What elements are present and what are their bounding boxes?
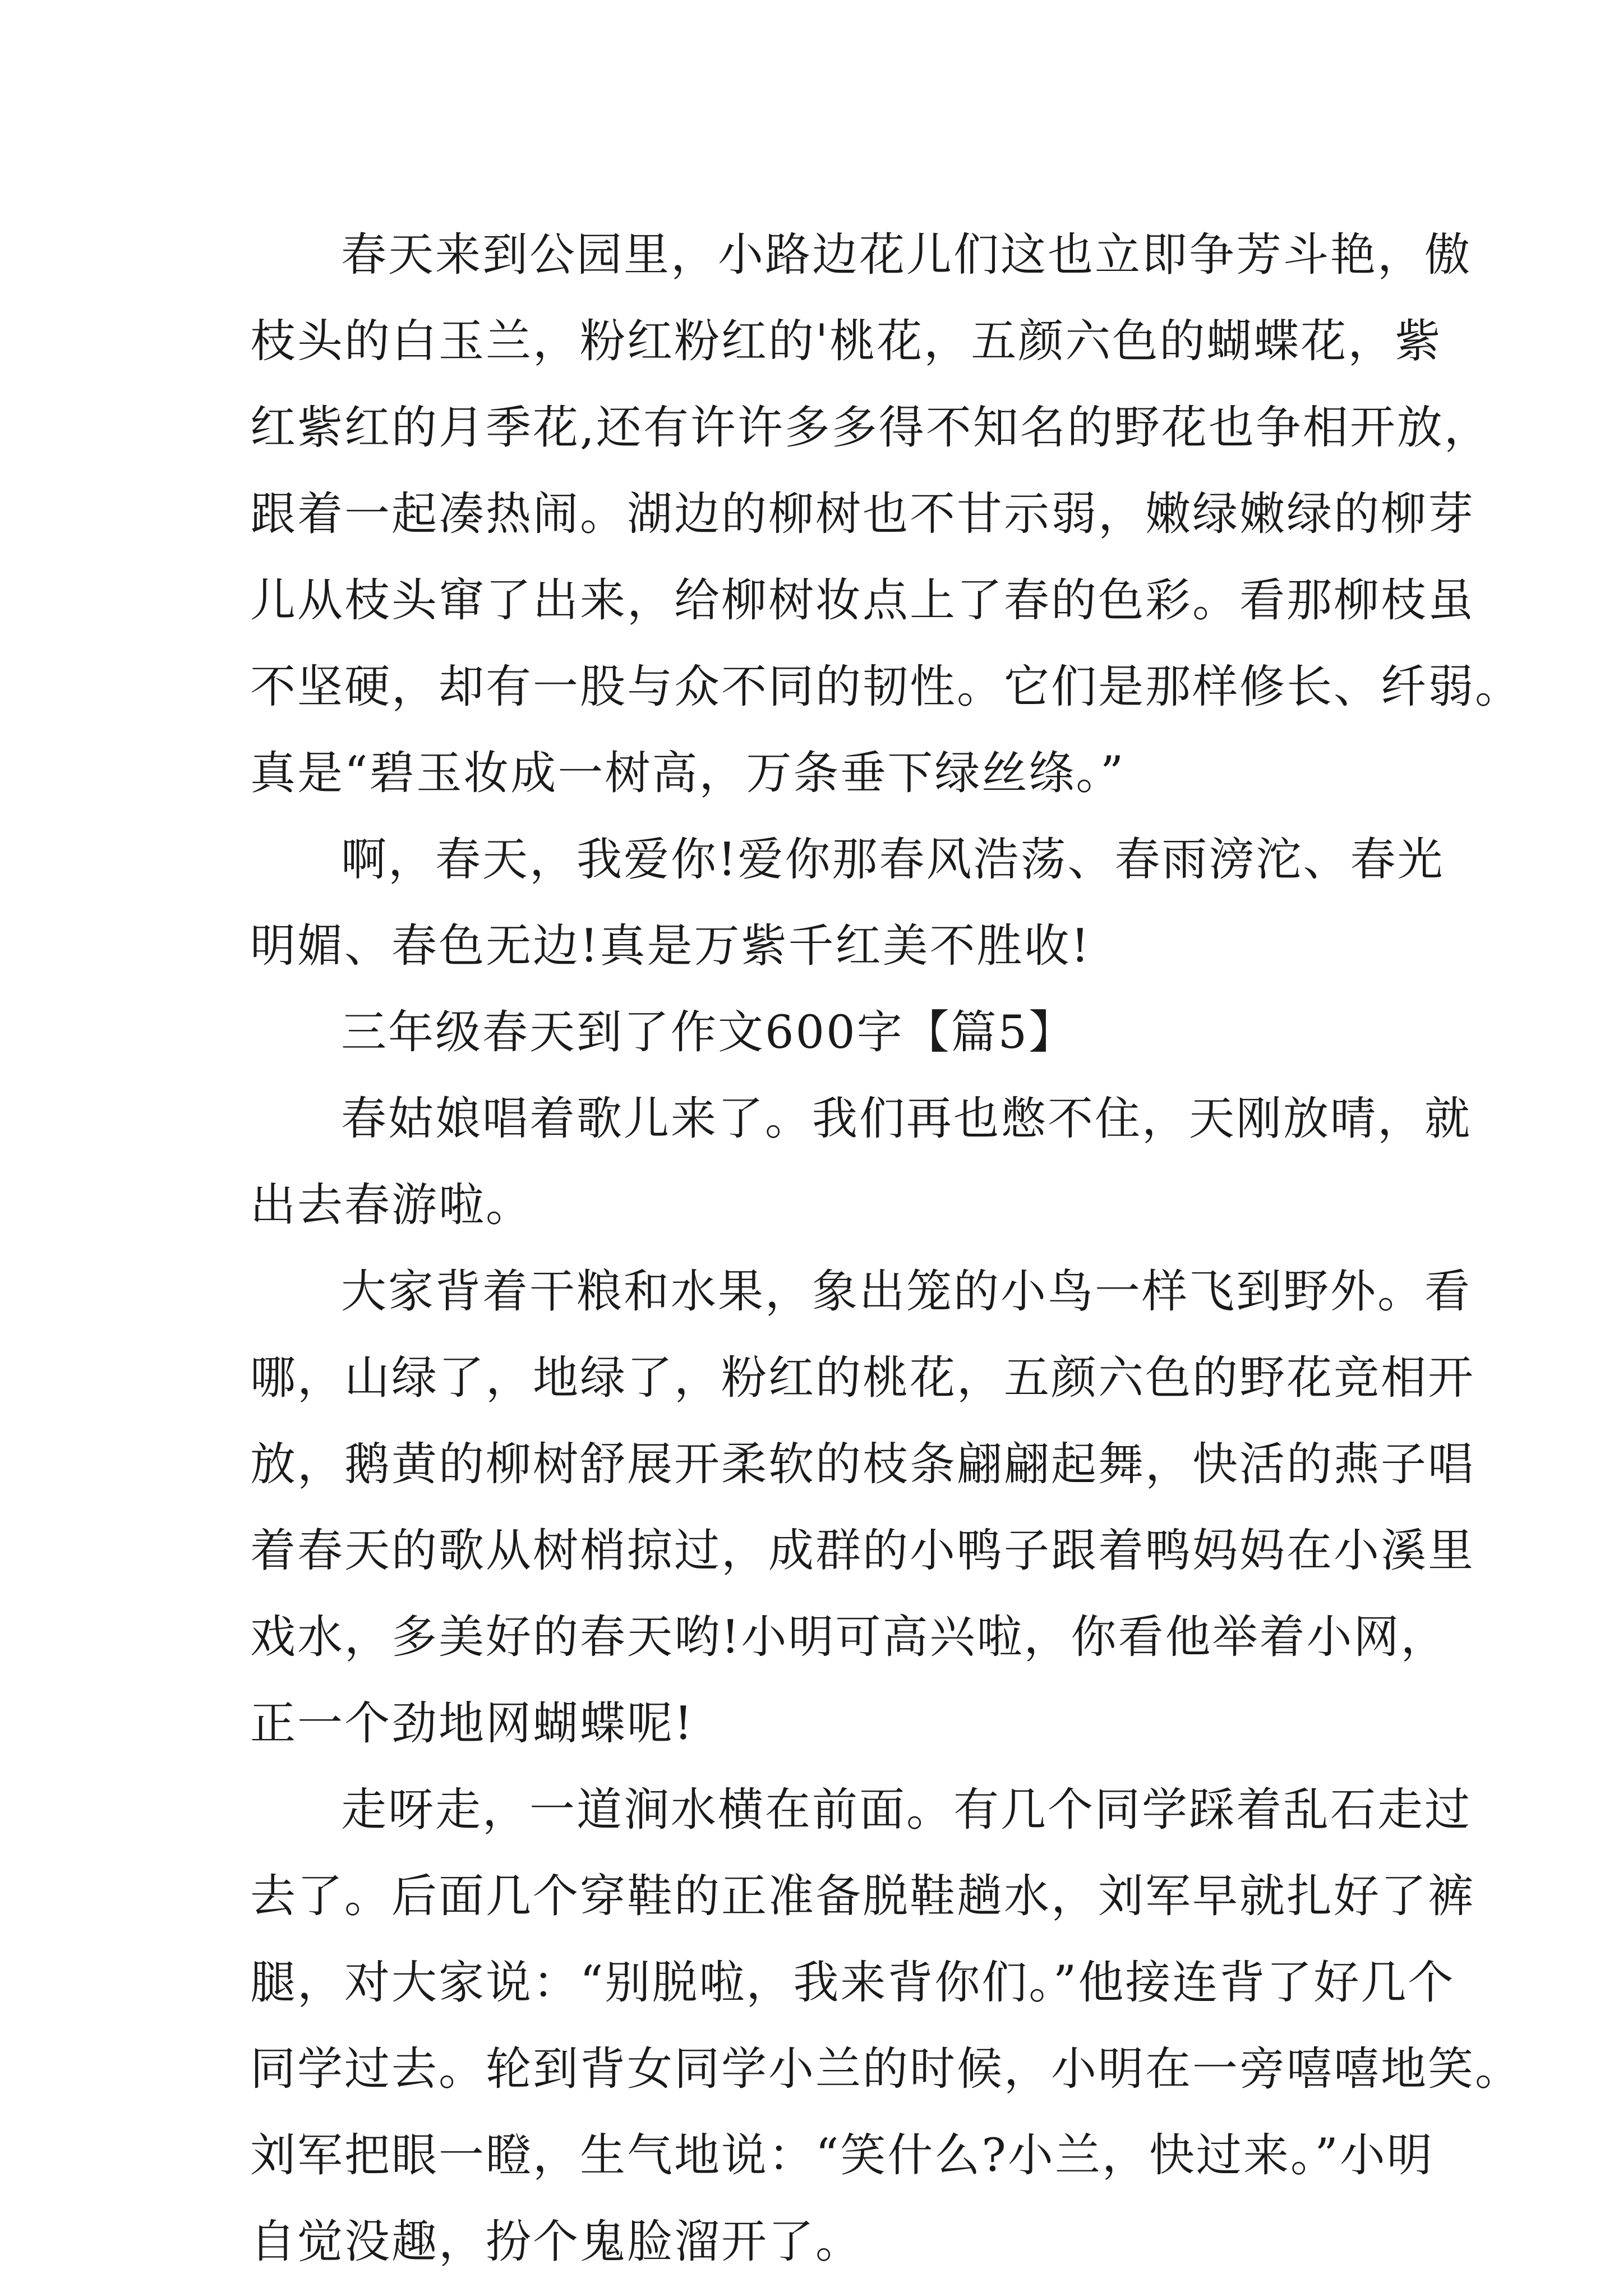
text-line: 大家背着干粮和水果，象出笼的小鸟一样飞到野外。看 <box>341 1266 1472 1318</box>
text-line: 刘军把眼一瞪，生气地说：“笑什么?小兰，快过来。”小明 <box>250 2129 1434 2182</box>
text-line: 戏水，多美好的春天哟!小明可高兴啦，你看他举着小网， <box>250 1611 1448 1664</box>
text-line: 哪，山绿了，地绿了，粉红的桃花，五颜六色的野花竞相开 <box>250 1352 1476 1405</box>
text-line: 走呀走，一道涧水横在前面。有几个同学踩着乱石走过 <box>341 1784 1472 1837</box>
text-line: 枝头的白玉兰，粉红粉红的'桃花，五颜六色的蝴蝶花，紫 <box>250 315 1442 368</box>
text-line: 跟着一起凑热闹。湖边的柳树也不甘示弱，嫩绿嫩绿的柳芽 <box>250 488 1476 541</box>
text-line: 啊，春天，我爱你!爱你那春风浩荡、春雨滂沱、春光 <box>341 834 1445 886</box>
text-line: 自觉没趣，扮个鬼脸溜开了。 <box>250 2216 863 2269</box>
text-line: 春天来到公园里，小路边花儿们这也立即争芳斗艳，傲 <box>341 229 1472 282</box>
text-line: 去了。后面几个穿鞋的正准备脱鞋趟水，刘军早就扎好了裤 <box>250 1870 1476 1923</box>
text-line: 腿，对大家说：“别脱啦，我来背你们。”他接连背了好几个 <box>250 1957 1455 2009</box>
text-line: 春姑娘唱着歌儿来了。我们再也憋不住，天刚放晴，就 <box>341 1093 1472 1145</box>
text-line: 着春天的歌从树梢掠过，成群的小鸭子跟着鸭妈妈在小溪里 <box>250 1525 1476 1577</box>
text-line: 红紫红的月季花,还有许许多多得不知名的野花也争相开放， <box>250 402 1491 454</box>
text-line: 出去春游啦。 <box>250 1179 533 1232</box>
text-line: 不坚硬，却有一股与众不同的韧性。它们是那样修长、纤弱。 <box>250 661 1523 714</box>
text-line: 真是“碧玉妆成一树高，万条垂下绿丝绦。” <box>250 747 1126 800</box>
text-line: 放，鹅黄的柳树舒展开柔软的枝条翩翩起舞，快活的燕子唱 <box>250 1438 1476 1491</box>
section-heading: 三年级春天到了作文600字【篇5】 <box>341 1006 1076 1059</box>
essay-body <box>250 212 1523 2285</box>
text-line: 同学过去。轮到背女同学小兰的时候，小明在一旁嘻嘻地笑。 <box>250 2043 1523 2096</box>
text-line: 正一个劲地网蝴蝶呢! <box>250 1697 694 1750</box>
text-line: 明媚、春色无边!真是万紫千红美不胜收! <box>250 920 1091 973</box>
text-line: 儿从枝头窜了出来，给柳树妆点上了春的色彩。看那柳枝虽 <box>250 574 1476 627</box>
